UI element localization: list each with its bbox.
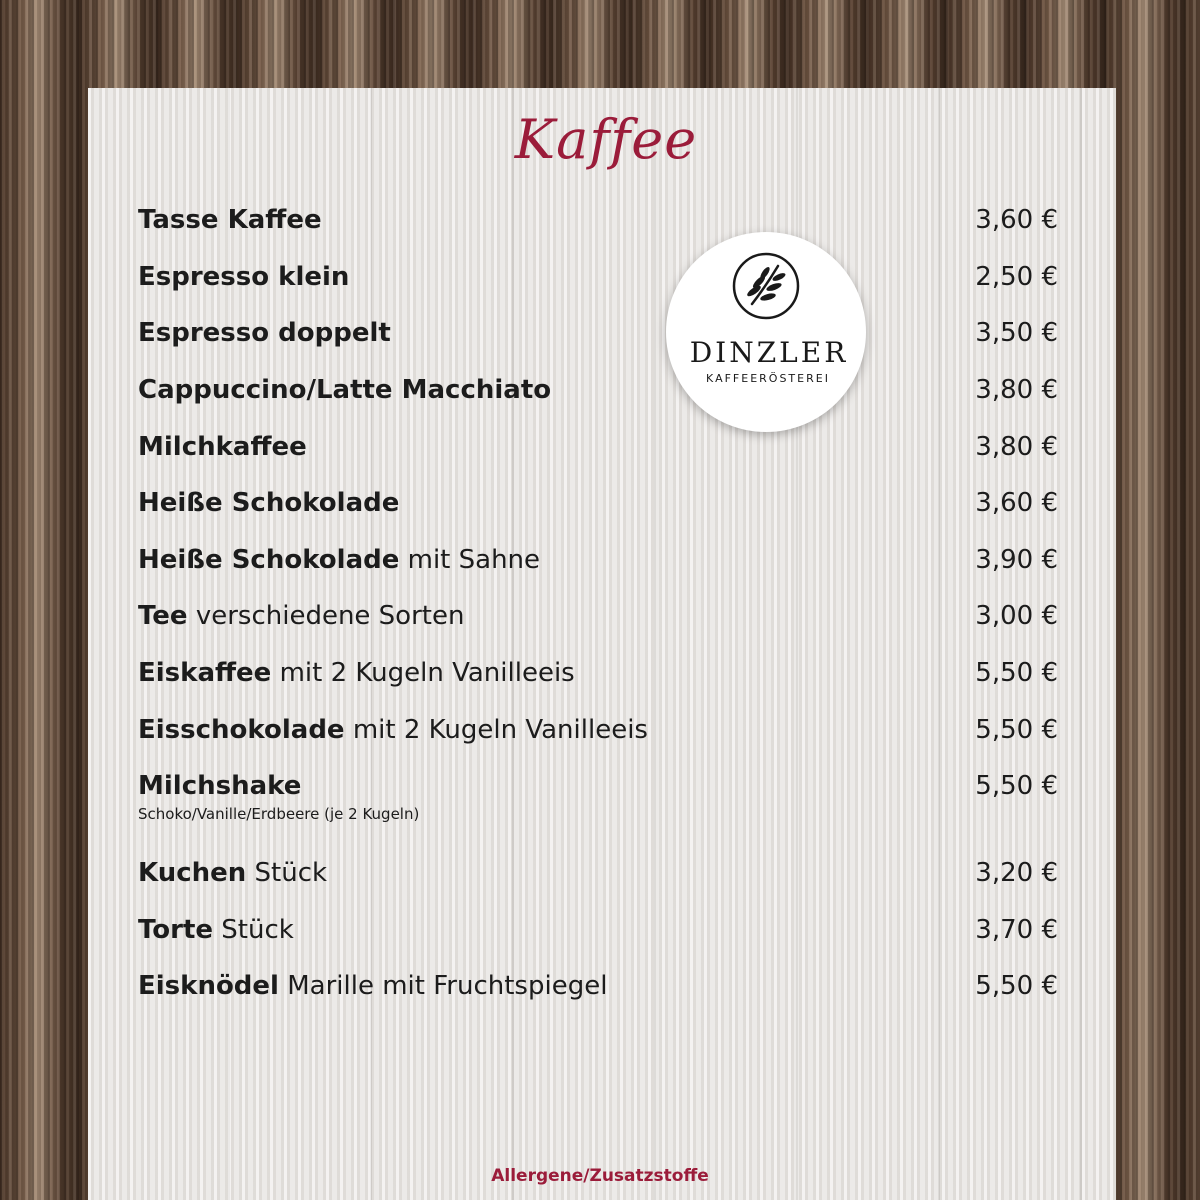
- item-description: mit 2 Kugeln Vanilleeis: [271, 658, 575, 688]
- item-description: Stück: [246, 858, 328, 888]
- menu-item: [138, 540, 1058, 580]
- menu-item: [138, 653, 1058, 693]
- menu-item: [138, 313, 1058, 353]
- item-price: 3,90 €: [975, 545, 1058, 575]
- menu-item: [138, 370, 1058, 410]
- item-price: 5,50 €: [975, 971, 1058, 1001]
- item-price: 5,50 €: [975, 658, 1058, 688]
- item-price: 3,70 €: [975, 915, 1058, 945]
- item-name: Eiskaffee: [138, 658, 272, 688]
- menu-item: [138, 910, 1058, 950]
- menu-item: [138, 427, 1058, 467]
- item-name: Espresso klein: [138, 262, 350, 292]
- item-name: Espresso doppelt: [138, 318, 391, 348]
- item-price: 3,20 €: [975, 858, 1058, 888]
- item-subtext: Schoko/Vanille/Erdbeere (je 2 Kugeln): [138, 805, 420, 823]
- item-name: Eisschokolade: [138, 715, 345, 745]
- item-description: Marille mit Fruchtspiegel: [278, 971, 608, 1001]
- item-description: mit Sahne: [399, 545, 541, 575]
- item-name: Tee: [138, 601, 188, 631]
- item-description: verschiedene Sorten: [187, 601, 465, 631]
- item-description: Stück: [213, 915, 294, 945]
- menu-title: Kaffee: [514, 108, 698, 171]
- item-name: Milchshake: [138, 771, 302, 801]
- menu-item: [138, 483, 1058, 523]
- menu-item: [138, 710, 1058, 750]
- item-description: mit 2 Kugeln Vanilleeis: [344, 715, 648, 745]
- item-name: Milchkaffee: [138, 432, 307, 462]
- item-name: Tasse Kaffee: [138, 205, 322, 235]
- olive-branch-icon: [732, 252, 800, 320]
- item-name: Eisknödel: [138, 971, 279, 1001]
- menu-item: [138, 853, 1058, 893]
- menu-item: [138, 766, 1058, 830]
- item-name: Cappuccino/Latte Macchiato: [138, 375, 552, 405]
- item-price: 3,80 €: [975, 432, 1058, 462]
- item-price: 5,50 €: [975, 715, 1058, 745]
- item-name: Heiße Schokolade: [138, 545, 400, 575]
- item-name: Torte: [138, 915, 214, 945]
- item-name: Heiße Schokolade: [138, 488, 400, 518]
- menu-panel: [88, 88, 1116, 1200]
- item-price: 5,50 €: [975, 771, 1058, 801]
- menu-item: [138, 596, 1058, 636]
- menu-item: [138, 200, 1058, 240]
- logo-subtitle: KAFFEERÖSTEREI: [706, 372, 830, 385]
- item-price: 3,50 €: [975, 318, 1058, 348]
- menu-item: [138, 966, 1058, 1006]
- logo-wordmark: DINZLER: [689, 336, 849, 369]
- item-price: 3,60 €: [975, 488, 1058, 518]
- dinzler-logo: [666, 232, 866, 432]
- item-price: 3,00 €: [975, 601, 1058, 631]
- item-price: 2,50 €: [975, 262, 1058, 292]
- item-price: 3,80 €: [975, 375, 1058, 405]
- item-name: Kuchen: [138, 858, 247, 888]
- allergens-link[interactable]: Allergene/Zusatzstoffe: [491, 1166, 709, 1186]
- menu-item: [138, 257, 1058, 297]
- item-price: 3,60 €: [975, 205, 1058, 235]
